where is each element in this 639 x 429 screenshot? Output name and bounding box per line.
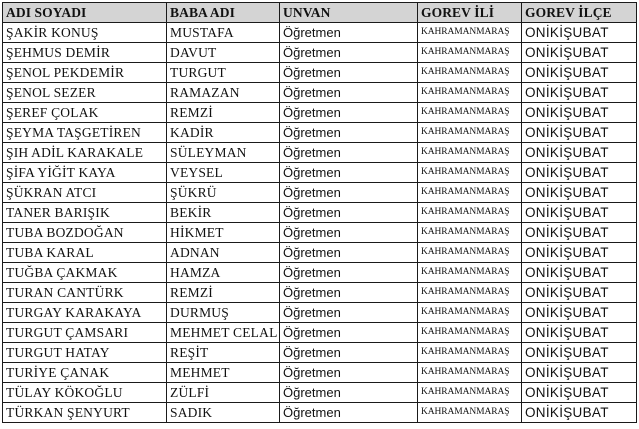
cell-father: HAMZA [167,263,280,283]
cell-name: TANER BARIŞIK [3,203,167,223]
cell-province: KAHRAMANMARAŞ [418,163,522,183]
cell-father: ZÜLFİ [167,383,280,403]
table-row [3,283,637,303]
cell-name: ŞİFA YİĞİT KAYA [3,163,167,183]
cell-father: KADİR [167,123,280,143]
cell-father: ŞÜKRÜ [167,183,280,203]
cell-district: ONİKİŞUBAT [522,183,637,203]
table-row [3,303,637,323]
cell-title: Öğretmen [280,283,418,303]
cell-title: Öğretmen [280,223,418,243]
cell-district: ONİKİŞUBAT [522,43,637,63]
cell-province: KAHRAMANMARAŞ [418,183,522,203]
cell-title: Öğretmen [280,263,418,283]
cell-name: TUBA BOZDOĞAN [3,223,167,243]
header-father: BABA ADI [167,3,280,23]
cell-title: Öğretmen [280,123,418,143]
cell-province: KAHRAMANMARAŞ [418,263,522,283]
cell-name: ŞEHMUS DEMİR [3,43,167,63]
cell-province: KAHRAMANMARAŞ [418,283,522,303]
cell-district: ONİKİŞUBAT [522,63,637,83]
cell-father: REŞİT [167,343,280,363]
cell-name: TÜRKAN ŞENYURT [3,403,167,423]
table-row [3,143,637,163]
cell-father: SADIK [167,403,280,423]
cell-province: KAHRAMANMARAŞ [418,83,522,103]
table-row [3,243,637,263]
cell-district: ONİKİŞUBAT [522,143,637,163]
cell-district: ONİKİŞUBAT [522,303,637,323]
table-row [3,263,637,283]
cell-title: Öğretmen [280,243,418,263]
header-title: UNVAN [280,3,418,23]
cell-name: ŞAKİR KONUŞ [3,23,167,43]
cell-district: ONİKİŞUBAT [522,223,637,243]
cell-district: ONİKİŞUBAT [522,363,637,383]
cell-province: KAHRAMANMARAŞ [418,43,522,63]
cell-district: ONİKİŞUBAT [522,163,637,183]
cell-district: ONİKİŞUBAT [522,263,637,283]
cell-title: Öğretmen [280,203,418,223]
cell-province: KAHRAMANMARAŞ [418,243,522,263]
cell-father: MEHMET [167,363,280,383]
cell-father: REMZİ [167,283,280,303]
header-district: GOREV İLÇE [522,3,637,23]
cell-title: Öğretmen [280,143,418,163]
cell-title: Öğretmen [280,183,418,203]
cell-title: Öğretmen [280,43,418,63]
cell-name: TUĞBA ÇAKMAK [3,263,167,283]
cell-name: ŞÜKRAN ATCI [3,183,167,203]
cell-province: KAHRAMANMARAŞ [418,303,522,323]
cell-father: TURGUT [167,63,280,83]
table-row [3,43,637,63]
cell-father: MEHMET CELAL [167,323,280,343]
cell-province: KAHRAMANMARAŞ [418,23,522,43]
cell-title: Öğretmen [280,383,418,403]
cell-province: KAHRAMANMARAŞ [418,343,522,363]
header-name: ADI SOYADI [3,3,167,23]
cell-province: KAHRAMANMARAŞ [418,323,522,343]
cell-province: KAHRAMANMARAŞ [418,123,522,143]
table-row [3,163,637,183]
cell-father: VEYSEL [167,163,280,183]
cell-title: Öğretmen [280,83,418,103]
cell-province: KAHRAMANMARAŞ [418,203,522,223]
cell-name: ŞENOL PEKDEMİR [3,63,167,83]
table-row [3,223,637,243]
table-row [3,103,637,123]
cell-title: Öğretmen [280,103,418,123]
cell-title: Öğretmen [280,303,418,323]
cell-district: ONİKİŞUBAT [522,283,637,303]
table-row [3,343,637,363]
cell-name: TURGUT ÇAMSARI [3,323,167,343]
personnel-table [2,2,637,423]
cell-province: KAHRAMANMARAŞ [418,63,522,83]
cell-father: SÜLEYMAN [167,143,280,163]
cell-district: ONİKİŞUBAT [522,83,637,103]
cell-name: TURİYE ÇANAK [3,363,167,383]
table-row [3,183,637,203]
cell-name: TURGUT HATAY [3,343,167,363]
cell-title: Öğretmen [280,63,418,83]
cell-father: MUSTAFA [167,23,280,43]
cell-title: Öğretmen [280,403,418,423]
cell-father: ADNAN [167,243,280,263]
header-province: GOREV İLİ [418,3,522,23]
cell-title: Öğretmen [280,323,418,343]
cell-father: HİKMET [167,223,280,243]
cell-district: ONİKİŞUBAT [522,403,637,423]
cell-father: DAVUT [167,43,280,63]
cell-title: Öğretmen [280,163,418,183]
cell-district: ONİKİŞUBAT [522,243,637,263]
cell-district: ONİKİŞUBAT [522,123,637,143]
cell-father: RAMAZAN [167,83,280,103]
cell-title: Öğretmen [280,363,418,383]
cell-district: ONİKİŞUBAT [522,383,637,403]
cell-district: ONİKİŞUBAT [522,343,637,363]
cell-province: KAHRAMANMARAŞ [418,403,522,423]
table-row [3,323,637,343]
cell-province: KAHRAMANMARAŞ [418,363,522,383]
cell-name: TURGAY KARAKAYA [3,303,167,323]
cell-district: ONİKİŞUBAT [522,23,637,43]
cell-name: TÜLAY KÖKOĞLU [3,383,167,403]
table-row [3,23,637,43]
cell-province: KAHRAMANMARAŞ [418,103,522,123]
cell-district: ONİKİŞUBAT [522,323,637,343]
table-row [3,83,637,103]
cell-name: ŞEYMA TAŞGETİREN [3,123,167,143]
cell-district: ONİKİŞUBAT [522,103,637,123]
table-row [3,363,637,383]
table-row [3,203,637,223]
cell-district: ONİKİŞUBAT [522,203,637,223]
cell-name: TURAN CANTÜRK [3,283,167,303]
cell-name: ŞIH ADİL KARAKALE [3,143,167,163]
cell-name: ŞEREF ÇOLAK [3,103,167,123]
cell-title: Öğretmen [280,343,418,363]
table-row [3,403,637,423]
cell-father: BEKİR [167,203,280,223]
cell-province: KAHRAMANMARAŞ [418,143,522,163]
cell-province: KAHRAMANMARAŞ [418,223,522,243]
cell-name: ŞENOL SEZER [3,83,167,103]
cell-father: REMZİ [167,103,280,123]
table-row [3,123,637,143]
table-row [3,383,637,403]
cell-province: KAHRAMANMARAŞ [418,383,522,403]
cell-father: DURMUŞ [167,303,280,323]
cell-name: TUBA KARAL [3,243,167,263]
header-row [3,3,637,23]
cell-title: Öğretmen [280,23,418,43]
table-row [3,63,637,83]
